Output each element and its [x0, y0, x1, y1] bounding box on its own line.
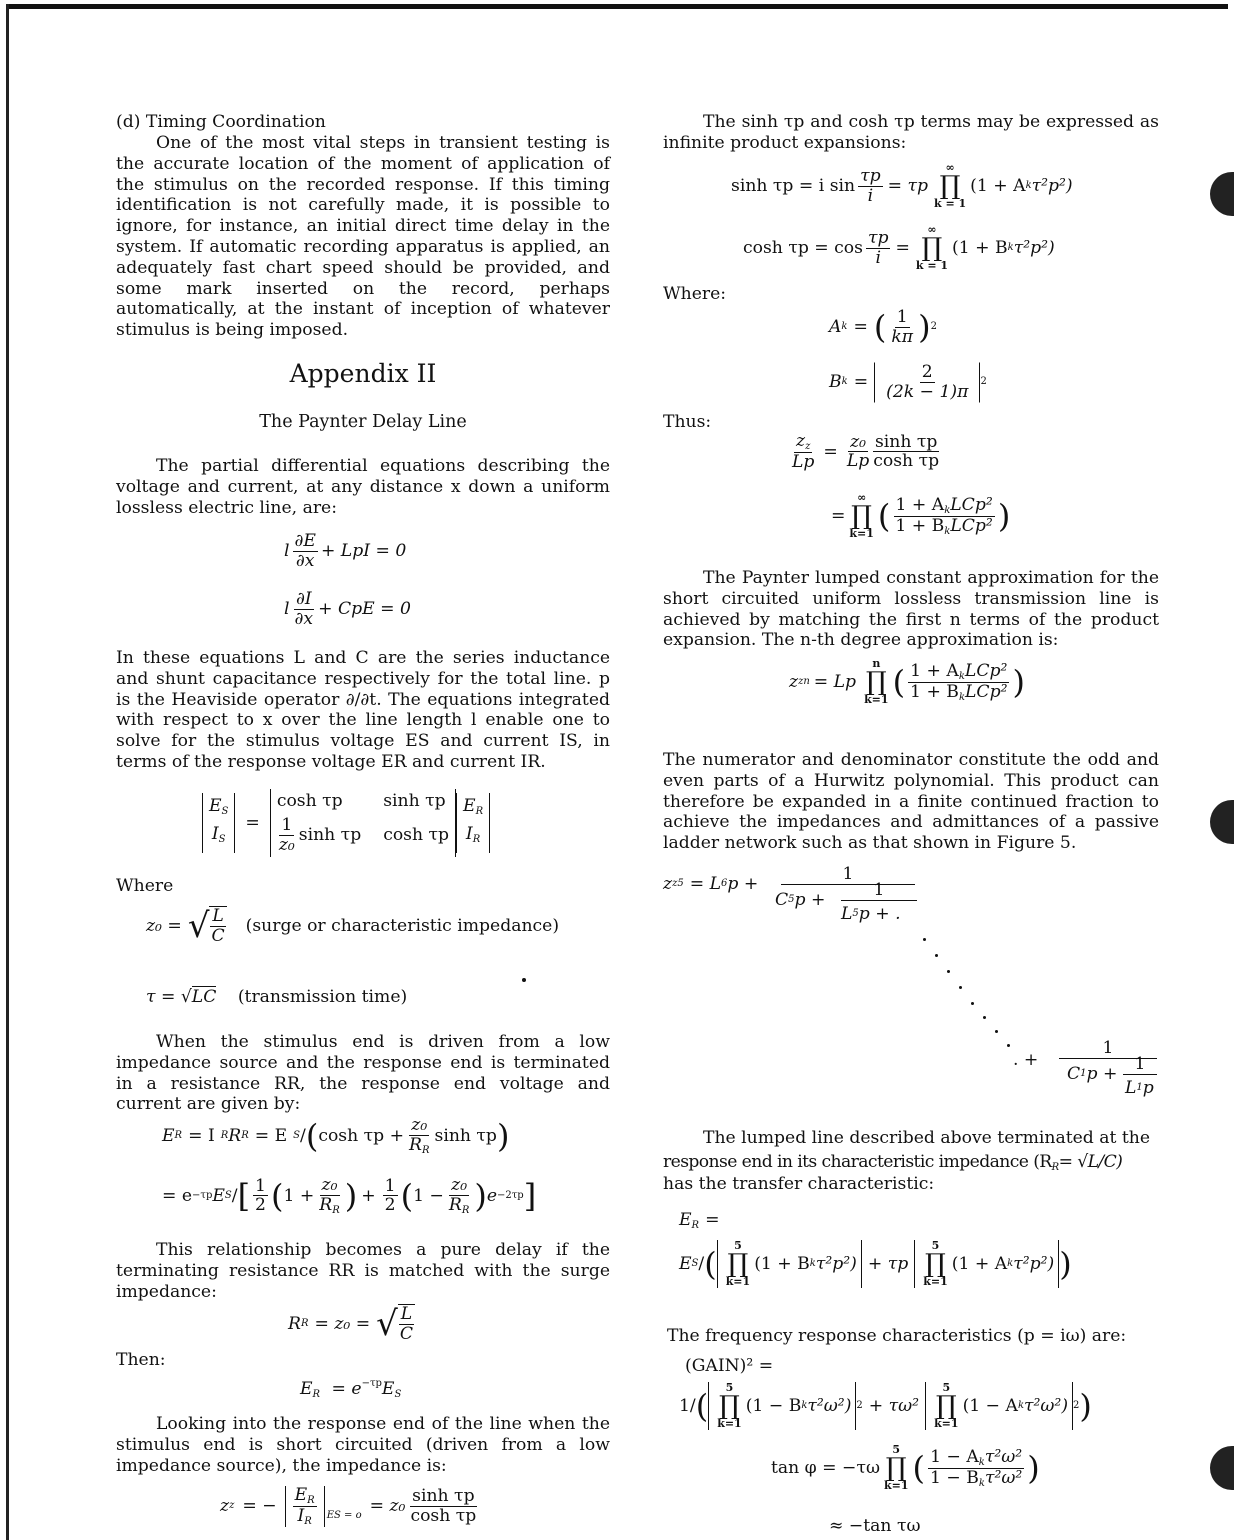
ellipsis-dot	[935, 954, 938, 957]
page-top-edge	[6, 4, 1228, 9]
gain-equation: 1/ ( 5 ∏ k=1 (1 − B k τ²ω²) 2 + τω² 5 ∏ k=1 (1 − A k τ²ω²) 2 )	[679, 1381, 1092, 1430]
hurwitz-paragraph: The numerator and denominator constitute the odd and even parts of a Hurwitz polynomial. This product can therefore be expanded in a finite continued fraction to achieve the impedances and admittances of a passive ladder network such as that shown in Figure 5.	[663, 750, 1159, 854]
frequency-paragraph: The frequency response characteristics (p = iω) are:	[667, 1326, 1127, 1346]
equation-current: l $\frac{\partial I}{\partial x}$ + CpE = 0	[284, 589, 411, 629]
ellipsis-dot	[971, 1002, 974, 1005]
response-voltage-expansion: = e −τp E S / [ $\frac{1}{2}$ ( 1 + $\frac{\text{z₀}}{R_R}$ ) + $\frac{1}{2}$ ( 1 − $\frac{\text{z₀}}{R_R}$ ) e −2τp ]	[162, 1175, 537, 1216]
equation-voltage: l $\frac{\partial E}{\partial x}$ + LpI = 0	[284, 531, 407, 571]
paynter-paragraph: The Paynter lumped constant approximation for the short circuited uniform lossless transmission line is achieved by matching the first n terms of the product expansion. The n-th degree approximation is:	[663, 568, 1159, 651]
sinh-paragraph: The sinh τp and cosh τp terms may be expressed as infinite product expansions:	[663, 112, 1159, 153]
appendix-subtitle: The Paynter Delay Line	[259, 412, 467, 432]
gain-label: (GAIN)² =	[685, 1356, 774, 1376]
lumped-paragraph-line-2: response end in its characteristic impedance $(R_R= √L/C)$	[663, 1152, 1123, 1173]
normalized-impedance-equation: $\frac{z_z}{Lp}$ = $\frac{\text{z₀}}{Lp}$ $\frac{\text{sinh τp}}{\text{cosh τp}}$	[792, 431, 940, 472]
then-label: Then:	[116, 1350, 166, 1370]
binder-hole	[1210, 172, 1234, 216]
intro-paragraph: The partial differential equations describing the voltage and current, at any distance x down a uniform lossless electric line, are:	[116, 456, 610, 518]
stimulus-vector: $E_S$ $I_S$	[202, 793, 235, 853]
response-vector: $E_R$ $I_R$	[456, 793, 490, 853]
binder-hole	[1210, 1446, 1234, 1490]
appendix-title: Appendix II	[289, 359, 437, 388]
where-label: Where:	[663, 284, 727, 304]
bk-definition: B k = $\frac{2}{(2k - 1)\pi}$ 2	[829, 362, 987, 402]
stimulus-paragraph: When the stimulus end is driven from a low impedance source and the response end is terminated in a resistance RR, the response end voltage and current are given by:	[116, 1032, 610, 1115]
nth-degree-equation: z zn = Lp n ∏ k=1 ( $\frac{1 + A_kLCp^2}{1 + B_kLCp^2}$ )	[789, 657, 1025, 706]
lumped-paragraph-line-3: has the transfer characteristic:	[663, 1174, 935, 1194]
where-label: Where	[116, 876, 174, 896]
cosh-product-equation: cosh τp = cos $\frac{\tau p}{i}$ = ∞ ∏ k = 1 (1 + B k τ²p²)	[743, 223, 1055, 272]
speck	[522, 978, 526, 982]
page-left-edge	[6, 4, 9, 1540]
phase-equation: tan φ = −τω 5 ∏ k=1 ( $\frac{1 - A_k\tau^2\omega^2}{1 - B_k\tau^2\omega^2}$ )	[771, 1443, 1040, 1492]
ellipsis-dot	[923, 938, 926, 941]
surge-impedance-equation: z₀ = √ $\frac{L}{C}$ (surge or characteristic impedance)	[146, 905, 560, 946]
looking-paragraph: Looking into the response end of the line when the stimulus end is short circuited (driven from a low impedance source), the impedance is:	[116, 1414, 610, 1476]
sinh-product-equation: sinh τp = i sin $\frac{\tau p}{i}$ = τp ∞ ∏ k = 1 (1 + A k τ²p²)	[731, 161, 1073, 210]
er-label: $E_R$ =	[679, 1210, 720, 1231]
response-voltage-equation: E R = I R R R = E S / ( cosh τp + $\frac{\text{z₀}}{R_R}$ sinh τp )	[162, 1115, 510, 1156]
ellipsis-dot	[995, 1030, 998, 1033]
transfer-matrix: cosh τp sinh τp $\frac{1}{\text{z₀}}$ sinh τp cosh τp	[270, 789, 456, 857]
ak-definition: A k = ( $\frac{1}{k\pi}$ ) 2	[829, 307, 937, 347]
matched-resistance-equation: R R = z₀ = √ $\frac{L}{C}$	[288, 1303, 413, 1344]
binder-hole	[1210, 800, 1234, 844]
section-heading: (d) Timing Coordination	[116, 112, 326, 132]
lc-paragraph: In these equations L and C are the series inductance and shunt capacitance respectively for the total line. p is the Heaviside operator ∂/∂t. The equations integrated with respect to x over the line length l enable one to solve for the stimulus voltage ES and current IS, in terms of the response voltage ER and current IR.	[116, 648, 610, 772]
infinite-product-ratio: = ∞ ∏ k=1 ( $\frac{1 + A_kLCp^2}{1 + B_kLCp^2}$ )	[831, 491, 1011, 540]
short-circuit-impedance-equation: z z = − $\frac{E_R}{I_R}$ ES = o = z₀ $\frac{\text{sinh τp}}{\text{cosh τp}}$	[220, 1485, 477, 1527]
ellipsis-dot	[959, 986, 962, 989]
continued-fraction: z z5 = L 6 p + 1 C 5 p + 1 L 5 p + . . + 1 C 1 p + 1 L 1 p	[663, 864, 1159, 1124]
pure-delay-paragraph: This relationship becomes a pure delay if the terminating resistance RR is matched with the surge impedance:	[116, 1240, 610, 1302]
ellipsis-dot	[947, 970, 950, 973]
pure-delay-equation: $E_R = e^{-\tau p}E_S$	[300, 1378, 402, 1400]
ellipsis-dot	[1007, 1044, 1010, 1047]
transfer-characteristic-equation: E S / ( 5 ∏ k=1 (1 + B k τ²p²) + τp 5 ∏ k=1 (1 + A k τ²p²) )	[679, 1239, 1072, 1288]
thus-label: Thus:	[663, 412, 712, 432]
transmission-time-equation: τ = √LC (transmission time)	[146, 987, 408, 1007]
ellipsis-dot	[983, 1016, 986, 1019]
lumped-paragraph-line-1: The lumped line described above terminated at the	[703, 1128, 1151, 1148]
phase-approximation: ≈ −tan τω	[829, 1516, 921, 1536]
matrix-equation: $E_S$ $I_S$ = cosh τp sinh τp $\frac{1}{\text{z₀}}$ sinh τp cosh τp $E_R$ $I_R$	[202, 786, 490, 860]
timing-paragraph: One of the most vital steps in transient testing is the accurate location of the moment of application of the stimulus on the recorded response. If this timing identification is not carefully made, it is possible to ignore, for instance, an initial direct time delay in the system. If automatic recording apparatus is applied, an adequately fast chart speed should be provided, and some mark inserted on the record, perhaps automatically, at the instant of inception of whatever stimulus is being imposed.	[116, 133, 610, 341]
